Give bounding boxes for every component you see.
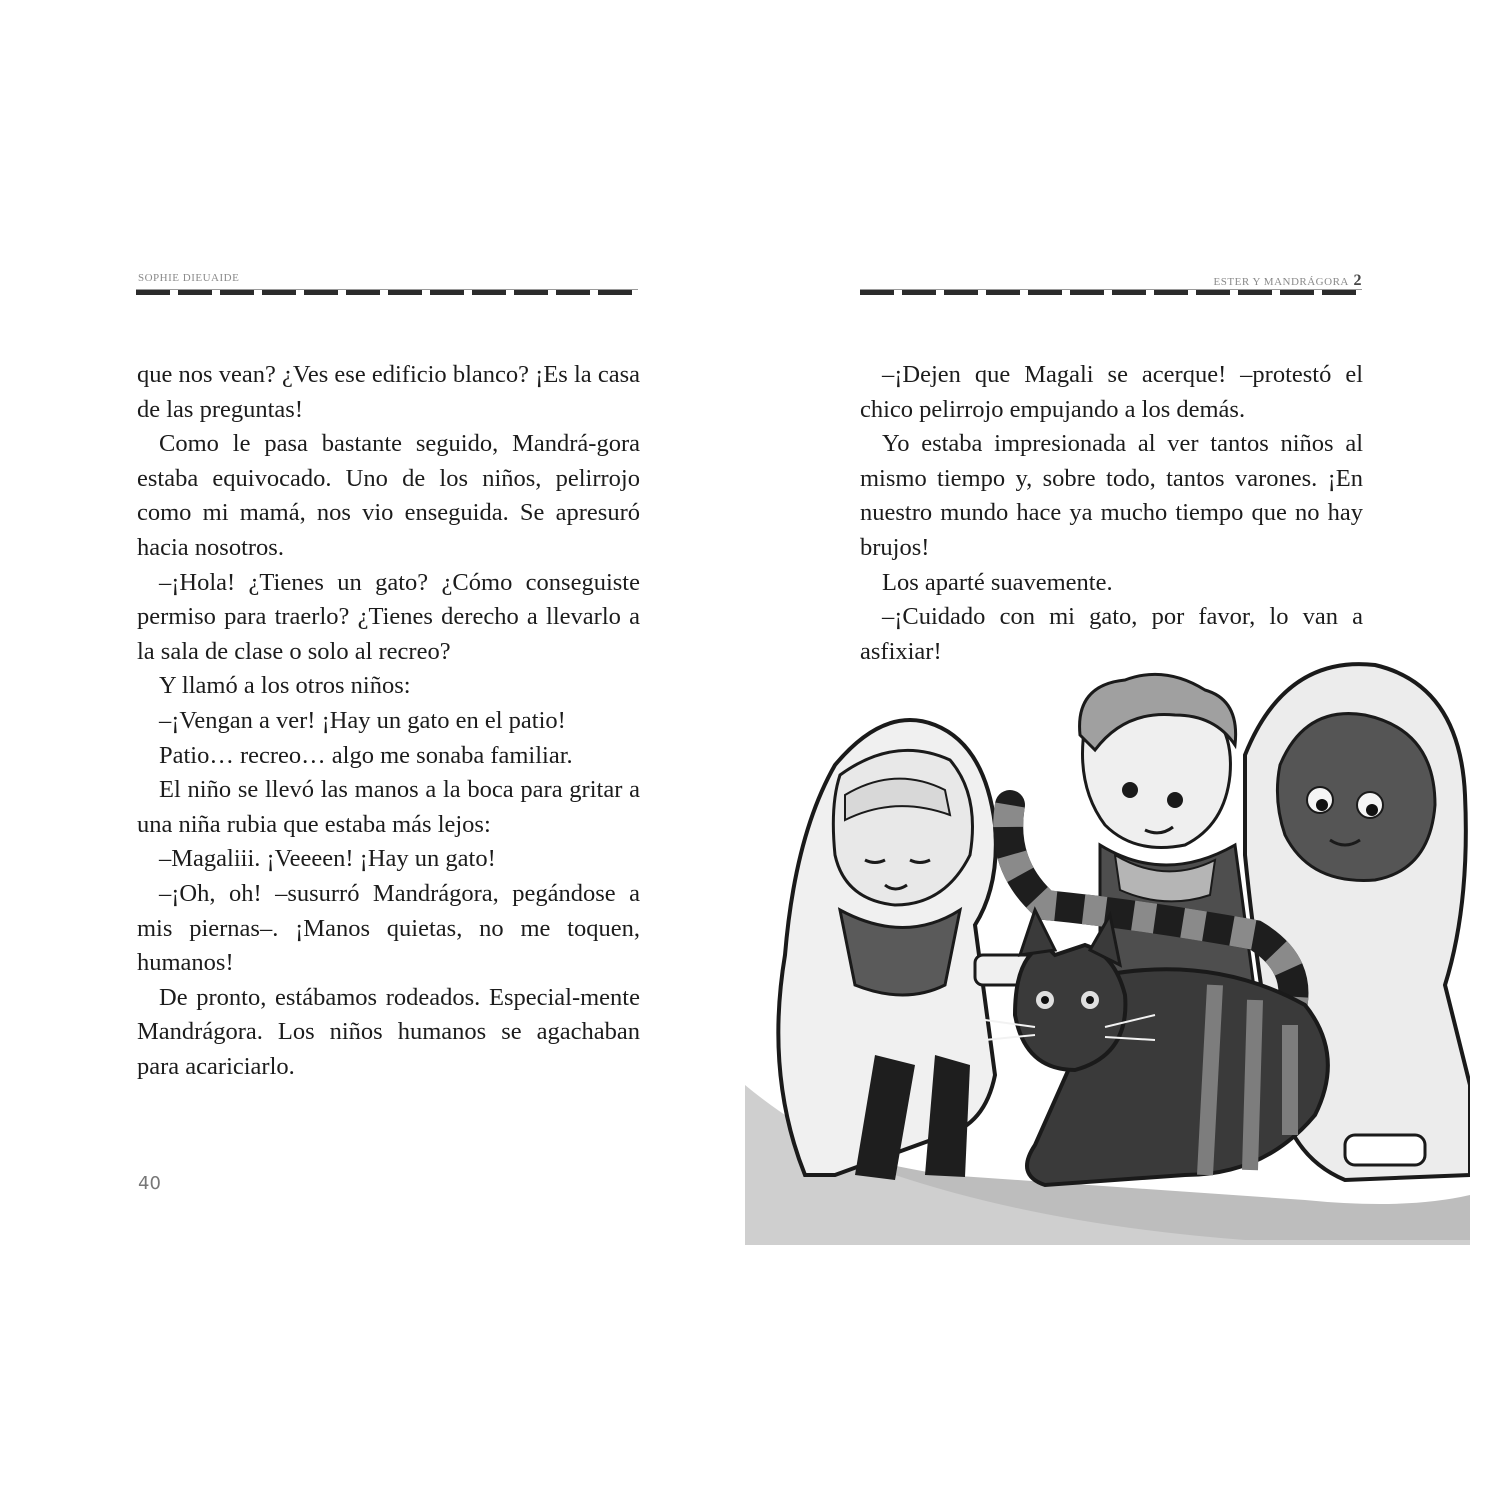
page-number: 40 bbox=[138, 1173, 161, 1194]
running-header-title bbox=[1214, 272, 1362, 290]
header-title-text: ESTER Y MANDRÁGORA bbox=[1213, 276, 1349, 288]
header-volume-number: 2 bbox=[1353, 272, 1362, 289]
paragraph: Los aparté suavemente. bbox=[882, 568, 1113, 596]
paragraph: –¡Hola! ¿Tienes un gato? ¿Cómo conseguiste permiso para traerlo? ¿Tienes derecho a llevarlo a la sala de clase o solo al recreo? bbox=[137, 568, 640, 665]
paragraph: Y llamó a los otros niños: bbox=[159, 672, 411, 700]
paragraph: Patio… recreo… algo me sonaba familiar. bbox=[159, 741, 573, 769]
left-page-text bbox=[137, 358, 640, 1084]
girl-figure bbox=[778, 720, 1035, 1180]
paragraph: El niño se llevó las manos a la boca para gritar a una niña rubia que estaba más lejos: bbox=[137, 776, 640, 838]
paragraph: Como le pasa bastante seguido, Mandrá-gora estaba equivocado. Uno de los niños, pelirrojo como mi mamá, nos vio enseguida. Se apresuró hacia nosotros. bbox=[137, 430, 640, 561]
paragraph: –¡Vengan a ver! ¡Hay un gato en el patio! bbox=[159, 706, 566, 734]
paragraph: –Magaliii. ¡Veeeen! ¡Hay un gato! bbox=[159, 845, 496, 873]
paragraph: –¡Dejen que Magali se acerque! –protestó el chico pelirrojo empujando a los demás. bbox=[860, 361, 1363, 423]
paragraph: Yo estaba impresionada al ver tantos niños al mismo tiempo y, sobre todo, tantos varones. ¡En nuestro mundo hace ya mucho tiempo que no hay brujos! bbox=[860, 430, 1363, 561]
children-with-cat-illustration bbox=[745, 655, 1470, 1245]
right-page-text bbox=[860, 358, 1363, 669]
paragraph: –¡Oh, oh! –susurró Mandrágora, pegándose a mis piernas–. ¡Manos quietas, no me toquen, humanos! bbox=[137, 879, 640, 977]
header-dashed-rule bbox=[136, 289, 638, 295]
header-dashed-rule bbox=[860, 289, 1362, 295]
paragraph: –¡Cuidado con mi gato, por favor, lo van a asfixiar! bbox=[860, 603, 1363, 665]
running-header-author: SOPHIE DIEUAIDE bbox=[138, 272, 240, 284]
paragraph: De pronto, estábamos rodeados. Especial-mente Mandrágora. Los niños humanos se agachaban para acariciarlo. bbox=[137, 983, 640, 1080]
paragraph: que nos vean? ¿Ves ese edificio blanco? ¡Es la casa de las preguntas! bbox=[137, 361, 640, 423]
